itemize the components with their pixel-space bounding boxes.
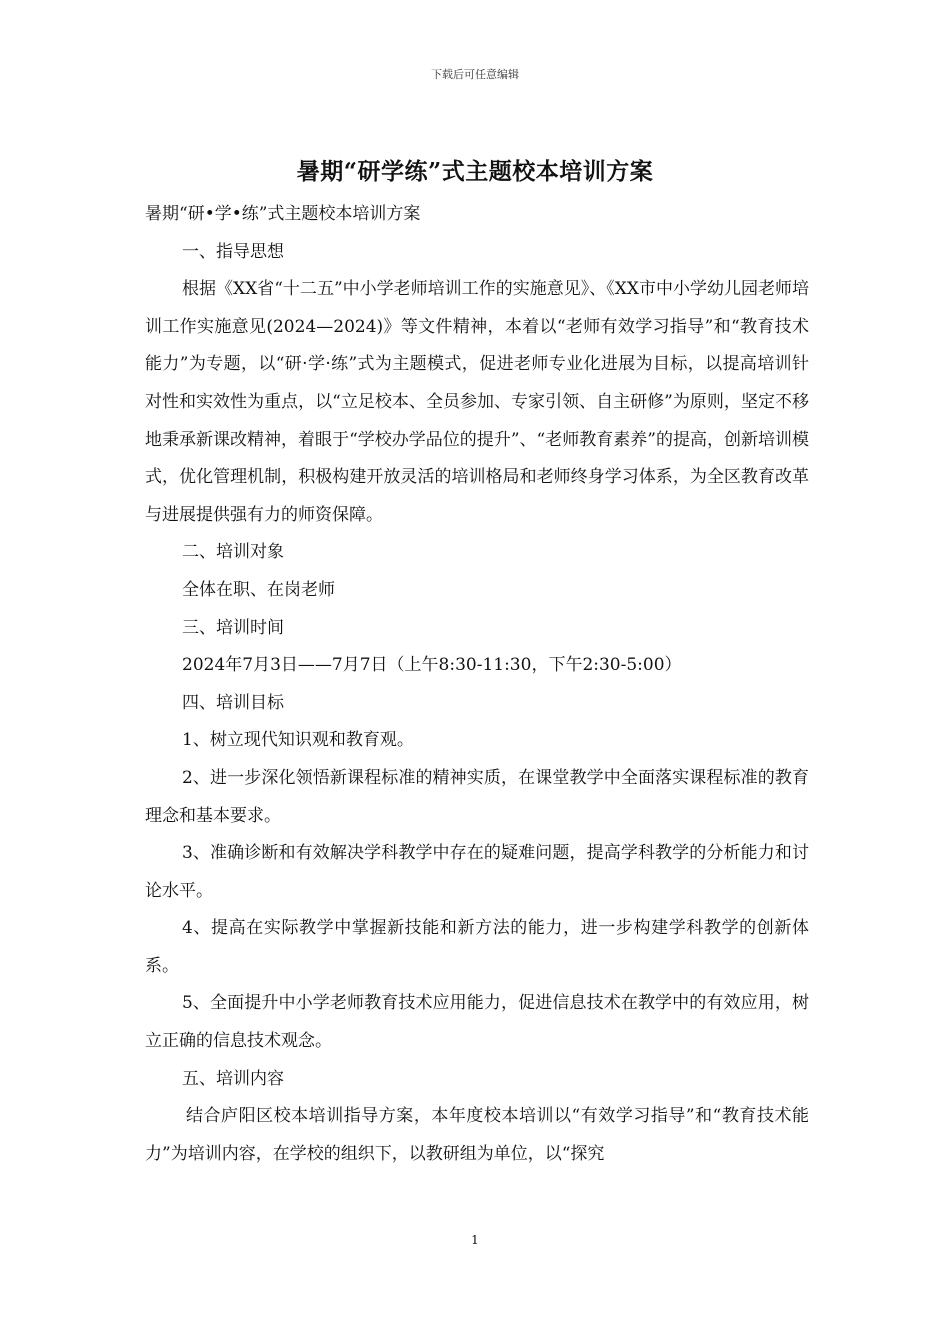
section-heading-training-goals: 四、培训目标 — [182, 692, 284, 713]
section-heading-guiding-ideology: 一、指导思想 — [182, 241, 284, 262]
section-heading-training-target: 二、培训对象 — [182, 542, 284, 563]
section-body-training-time: 2024年7月3日——7月7日（上午8:30-11:30，下午2:30-5:00） — [182, 655, 682, 676]
section-heading-training-content: 五、培训内容 — [182, 1068, 284, 1089]
section-body-training-target: 全体在职、在岗老师 — [182, 579, 335, 600]
section-body-guiding-ideology: 根据《XX省“十二五”中小学老师培训工作的实施意见》、《XX市中小学幼儿园老师培训工作实施意见(2024—2024)》等文件精神，本着以“老师有效学习指导”和“教育技术能力”为专题，以“研·学·练”式为主题模式，促进老师专业化进展为目标，以提高培训针对性和实效性为重点，以“立足校本、全员参加、专家引领、自主研修”为原则，坚定不移地秉承新课改精神，着眼于“学校办学品位的提升”、“老师教育素养”的提高，创新培训模式，优化管理机制，积极构建开放灵活的培训格局和老师终身学习体系，为全区教育改革与进展提供强有力的师资保障。 — [145, 279, 809, 525]
goal-item: 5、全面提升中小学老师教育技术应用能力，促进信息技术在教学中的有效应用，树立正确的信息技术观念。 — [145, 993, 809, 1052]
section-heading-training-time: 三、培训时间 — [182, 617, 284, 638]
document-subtitle: 暑期“研•学•练”式主题校本培训方案 — [145, 204, 421, 224]
goal-item: 3、准确诊断和有效解决学科教学中存在的疑难问题，提高学科教学的分析能力和讨论水平。 — [145, 843, 809, 901]
header-note: 下载后可任意编辑 — [431, 68, 519, 81]
document-title: 暑期“研学练”式主题校本培训方案 — [296, 158, 654, 185]
document-body — [145, 196, 809, 1173]
page-number: 1 — [471, 1233, 479, 1247]
goal-item: 2、进一步深化领悟新课程标准的精神实质，在课堂教学中全面落实课程标准的教育理念和基本要求。 — [145, 767, 809, 826]
section-body-training-content: 结合庐阳区校本培训指导方案，本年度校本培训以“有效学习指导”和“教育技术能力”为培训内容，在学校的组织下，以教研组为单位，以“探究 — [145, 1106, 809, 1164]
goal-item: 4、提高在实际教学中掌握新技能和新方法的能力，进一步构建学科教学的创新体系。 — [145, 918, 809, 976]
goal-item: 1、树立现代知识观和教育观。 — [182, 730, 414, 751]
